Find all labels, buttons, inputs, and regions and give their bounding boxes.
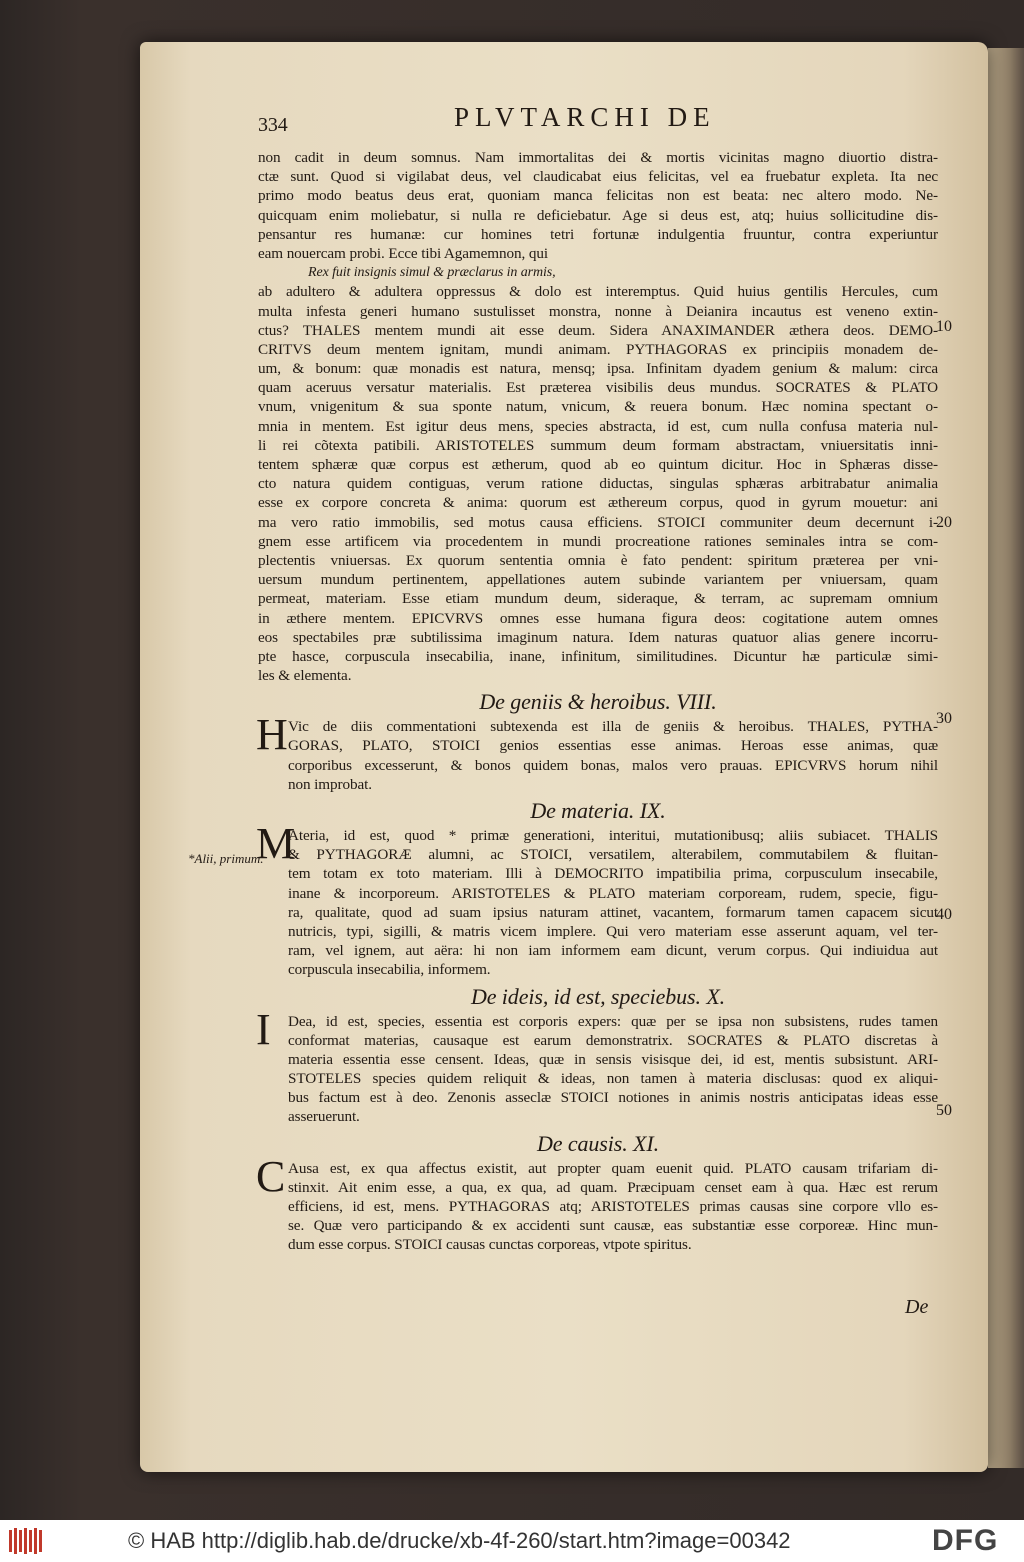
text-line: non cadit in deum somnus. Nam immortalitas dei & mortis vicinitas magno diuortio distra-: [258, 149, 938, 166]
text-line: quam aceruus versatur materialis. Est præterea visibilis deus mundus. SOCRATES & PLATO: [258, 379, 938, 397]
text-line: esse ex corpore concreta & anima: quorum est æthereum corpus, quod in gyrum mouetur: ani: [258, 494, 938, 512]
viewer-footer: [0, 1520, 1024, 1562]
text-line: inane & incorporeum. ARISTOTELES & PLATO materiam corpoream, rudem, specie, figu-: [288, 884, 938, 902]
section-xi-paragraph: [256, 1151, 938, 1255]
text-line: tem totam ex toto materiam. Illi à DEMOCRITO impatibilia prima, corpusculum insecabile,: [288, 865, 938, 883]
text-line: cto natura quidem contiguas, verum ratione diductas, singulas sphæras arbitrabatur animalia: [258, 475, 938, 493]
book-edge: [988, 48, 1024, 1468]
line-number: 20: [936, 514, 952, 531]
text-line: ma vero ratio immobilis, sed motus causa efficiens. STOICI communiter deum decernunt i-: [258, 513, 938, 531]
text-line: CRITVS deum mentem ignitam, mundi animam. PYTHAGORAS ex principiis monadem de-: [258, 340, 938, 358]
text-line: asseruerunt.: [288, 1108, 360, 1126]
section-heading-xi: De causis. XI.: [536, 1130, 660, 1156]
text-line: Ausa est, ex qua affectus existit, aut propter quam euenit quid. PLATO causam trifariam di-: [288, 1159, 938, 1177]
text-line: conformat materias, causaque est earum demonstratrix. SOCRATES & PLATO discretas à: [288, 1031, 938, 1049]
page-header: [258, 102, 938, 148]
text-line: bus factum est à deo. Zenonis asseclæ STOICI notiones in animis nostris anticipatas ideas esse: [288, 1089, 938, 1107]
page-number: 334: [258, 114, 288, 136]
copyright-link[interactable]: © HAB http://diglib.hab.de/drucke/xb-4f-260/start.htm?image=00342: [128, 1528, 791, 1553]
dropcap: C: [256, 1151, 286, 1201]
text-line: nutricis, typi, sigilli, & matris vicem implere. Qui vero materiam esse asserunt aquam, vel ter-: [288, 922, 938, 940]
text-line: ra, qualitate, quod ad suam ipsius naturam attinet, vacantem, formarum tamen capacem sicut: [288, 903, 938, 921]
section-viii-paragraph: [256, 710, 938, 794]
text-line: uersum mundum pertinentem, appellationes autem subinde variantem per vniuersam, quam: [258, 571, 938, 589]
section-x-paragraph: [256, 1004, 938, 1127]
section-heading-viii: De geniis & heroibus. VIII.: [479, 689, 717, 715]
section-ix-paragraph: [256, 819, 938, 980]
main-paragraph: [258, 282, 938, 685]
text-line: materia essentia esse censent. Ideas, quæ in sensis visisque dei, id est, mentis subsistunt. ARI-: [288, 1050, 938, 1068]
catchword: De: [905, 1296, 929, 1318]
line-number: 10: [936, 318, 952, 335]
dropcap: H: [256, 710, 288, 760]
dropcap: I: [256, 1004, 271, 1054]
text-line: se. Quæ vero participando & ex accidenti sunt causæ, eas substantiæ esse corporeæ. Hinc mun-: [288, 1217, 938, 1235]
text-line: pte hasce, corpuscula insecabilia, inane, infinitum, similitudines. Dicuntur hæ particulæ simi-: [258, 647, 938, 665]
running-title: PLVTARCHI DE: [454, 102, 716, 132]
line-number: 30: [936, 710, 952, 727]
line-number: 50: [936, 1102, 952, 1119]
text-line: & PYTHAGORÆ alumni, ac STOICI, versatilem, alterabilem, commutabilem & fluitan-: [288, 846, 938, 864]
text-line: mnia in mentem. Est igitur deus mens, species abstracta, id est, cum nulla confusa materia nul-: [258, 417, 938, 435]
text-line: STOTELES species quidem reliquit & ideas, non tamen à materia disclusas: quod ex aliqui-: [288, 1070, 938, 1088]
text-line: eos spectabiles præ subtilissima imaginum natura. Idem naturas quatuor alias genere incorru-: [258, 628, 938, 646]
text-line: ctus? THALES mentem mundi ait esse deum. Sidera ANAXIMANDER æthera deos. DEMO-: [258, 321, 938, 339]
text-line: corpuscula insecabilia, informem.: [288, 961, 491, 979]
text-line: li rei cõtexta patibili. ARISTOTELES summum deum formam abstractam, vniuersitatis inni-: [258, 436, 938, 454]
section-heading-ix: De materia. IX.: [530, 798, 666, 823]
verse-line: Rex fuit insignis simul & præclarus in armis,: [308, 265, 556, 281]
text-line: GORAS, PLATO, STOICI genios essentias esse animas. Heroas esse animas, quæ: [288, 737, 938, 755]
text-line: Vic de diis commentationi subtexenda est illa de geniis & heroibus. THALES, PYTHA-: [288, 718, 938, 736]
text-line: Ateria, id est, quod * primæ generationi, interitui, mutationibusq; aliis subiacet. THALIS: [288, 827, 938, 844]
text-line: primo modo beatus deus erat, quoniam manca felicitas non est beata: nec altero modo. Ne-: [258, 187, 938, 205]
hab-logo-icon: [8, 1526, 46, 1556]
line-number: 40: [936, 906, 952, 923]
text-line: Dea, id est, species, essentia est corporis expers: quæ per se ipsa non subsistens, rudes tamen: [288, 1012, 938, 1030]
text-line: um, & bonum: quæ monadis est natura, mensq; ipsa. Infinitam dyadem genium & malum: circa: [258, 360, 938, 378]
text-line: in æthere mentem. EPICVRVS omnes esse humana figura deos: cogitatione autem omnes: [258, 609, 938, 627]
text-line: plectentis vniuersas. Ex quorum sententia omnia è fato pendent: spiritum præterea per vni-: [258, 551, 938, 569]
text-line: vnum, vnigenitum & sua sponte natum, vnicum, & reuera bonum. Hæc nomina spectant o-: [258, 398, 938, 416]
dfg-logo: DFG: [932, 1524, 999, 1557]
dropcap: M: [256, 819, 296, 868]
text-line: eam nouercam probi. Ecce tibi Agamemnon, qui: [258, 244, 548, 262]
text-line: non improbat.: [288, 775, 372, 793]
text-line: ram, vel ignem, aut aëra: hi non iam informem eam dicunt, verum corpus. Qui indiuidua aut: [288, 942, 938, 960]
text-line: gnem esse artificem via procedentem in mundi procreatione rationes seminales intra se com-: [258, 532, 938, 550]
section-heading-x: De ideis, id est, speciebus. X.: [470, 983, 726, 1009]
text-line: efficiens, id est, mens. PYTHAGORAS atq; ARISTOTELES primas causas sine corpore vllo es-: [288, 1198, 938, 1215]
text-line: les & elementa.: [258, 667, 352, 685]
text-line: stinxit. Ait enim esse, a qua, ex qua, ad quam. Præcipuam censet eam à qua. Hæc est rerum: [288, 1178, 938, 1196]
text-line: quicquam enim moliebatur, si nulla re deficiebatur. Age si deus est, atq; huius sollicitudine dis-: [258, 206, 938, 224]
text-line: tentem sphæræ quæ corpus est ætherum, quod ab eo quintum dicitur. Hoc in Sphæras disse-: [258, 456, 938, 473]
text-line: pensantur res humanæ: cur homines tetri fortunæ indulgentia fruuntur, contra experiuntur: [258, 225, 938, 243]
page-text: [256, 102, 938, 1255]
intro-paragraph: [258, 148, 938, 263]
text-line: ab adultero & adultera oppressus & dolo est interemptus. Quid huius gentilis Hercules, cum: [258, 283, 938, 301]
text-line: dum esse corpus. STOICI causas cunctas corporeas, vtpote spiritus.: [288, 1236, 692, 1254]
text-line: permeat, materiam. Esse etiam mundum deum, sideraque, & terram, ac supremam omnium: [258, 590, 938, 608]
margin-note: *Alii, primum.: [188, 851, 264, 866]
text-line: ctæ sunt. Quod si vigilabat deus, vel claudicabat eius felicitas, vel ea fruebatur expleta. Ita nec: [258, 168, 938, 186]
text-line: corporibus excesserunt, & bonos quidem bonas, malos vero prauas. EPICVRVS horum nihil: [288, 756, 938, 774]
text-line: multa infesta generi humano sustulisset monstra, nonne à Deianira incautus est veneno extin-: [258, 302, 938, 320]
